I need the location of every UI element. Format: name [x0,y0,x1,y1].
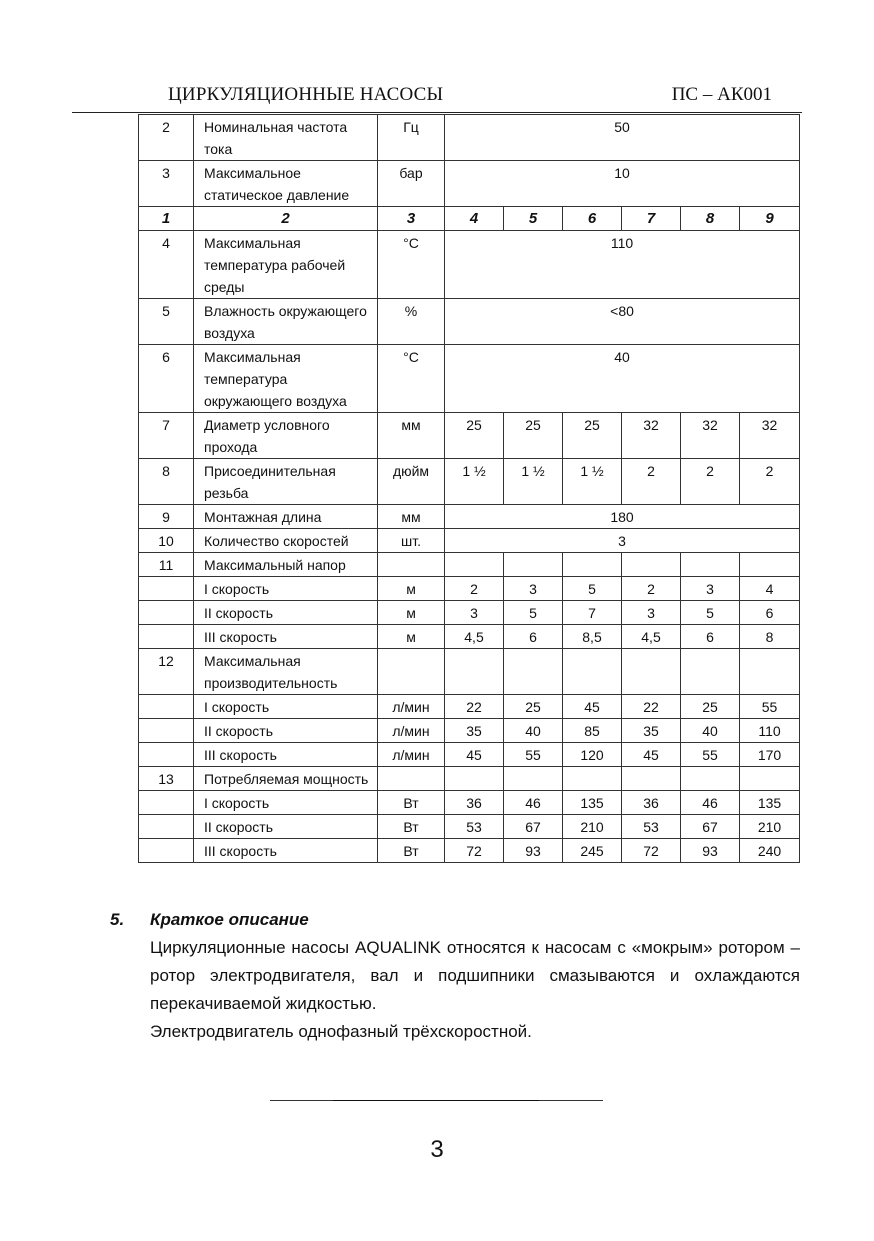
column-number-cell: 3 [378,207,445,231]
value-cell: 25 [563,413,622,459]
value-cell [504,767,563,791]
row-number-cell [139,695,194,719]
specifications-table [138,114,800,863]
row-number-cell: 3 [139,161,194,207]
value-cell: 3 [504,577,563,601]
merged-value-cell: 10 [445,161,800,207]
row-number-cell: 12 [139,649,194,695]
value-cell: 135 [563,791,622,815]
parameter-name-cell: II скорость [194,815,378,839]
value-cell: 1 ½ [504,459,563,505]
table-row [139,625,800,649]
table-row [139,553,800,577]
row-number-cell: 13 [139,767,194,791]
row-number-cell: 8 [139,459,194,505]
row-number-cell [139,815,194,839]
row-number-cell: 5 [139,299,194,345]
section-paragraph: Электродвигатель однофазный трёхскоростной. [150,1022,532,1041]
value-cell [445,767,504,791]
value-cell: 4 [740,577,800,601]
value-cell [740,767,800,791]
value-cell: 36 [622,791,681,815]
table-row [139,231,800,299]
merged-value-cell: 50 [445,115,800,161]
parameter-name-cell: Потребляемая мощность [194,767,378,791]
value-cell: 6 [681,625,740,649]
value-cell [563,553,622,577]
value-cell [445,649,504,695]
value-cell: 3 [622,601,681,625]
value-cell: 245 [563,839,622,863]
merged-value-cell: 40 [445,345,800,413]
merged-value-cell: 110 [445,231,800,299]
value-cell: 6 [504,625,563,649]
value-cell: 210 [740,815,800,839]
parameter-name-cell: Монтажная длина [194,505,378,529]
value-cell: 2 [445,577,504,601]
value-cell [681,767,740,791]
value-cell [563,767,622,791]
row-number-cell [139,625,194,649]
table-row [139,577,800,601]
value-cell: 2 [622,577,681,601]
table-row [139,299,800,345]
column-number-cell: 8 [681,207,740,231]
section-heading [110,906,800,934]
table-row [139,345,800,413]
value-cell: 93 [681,839,740,863]
merged-value-cell: <80 [445,299,800,345]
table-row [139,413,800,459]
row-number-cell: 11 [139,553,194,577]
value-cell [681,649,740,695]
row-number-cell [139,743,194,767]
value-cell: 210 [563,815,622,839]
value-cell [504,649,563,695]
section-number: 5. [110,910,125,929]
value-cell: 25 [681,695,740,719]
value-cell: 72 [622,839,681,863]
parameter-name-cell: Максимальная температура окружающего воздуха [194,345,378,413]
unit-cell: Гц [378,115,445,161]
row-number-cell [139,601,194,625]
value-cell: 1 ½ [563,459,622,505]
table-row [139,529,800,553]
row-number-cell [139,791,194,815]
column-number-cell: 4 [445,207,504,231]
value-cell: 4,5 [445,625,504,649]
value-cell: 22 [622,695,681,719]
value-cell [740,553,800,577]
unit-cell: мм [378,505,445,529]
unit-cell: л/мин [378,719,445,743]
value-cell: 32 [740,413,800,459]
unit-cell [378,767,445,791]
table-row [139,791,800,815]
parameter-name-cell: Максимальный напор [194,553,378,577]
page-header [168,84,772,110]
value-cell: 6 [740,601,800,625]
value-cell [445,553,504,577]
value-cell: 240 [740,839,800,863]
unit-cell: м [378,625,445,649]
unit-cell [378,553,445,577]
page-number: 3 [430,1136,444,1163]
value-cell: 25 [504,695,563,719]
column-number-cell: 2 [194,207,378,231]
unit-cell: % [378,299,445,345]
value-cell: 7 [563,601,622,625]
value-cell: 25 [445,413,504,459]
parameter-name-cell: Максимальная температура рабочей среды [194,231,378,299]
value-cell: 46 [504,791,563,815]
value-cell: 72 [445,839,504,863]
value-cell: 36 [445,791,504,815]
value-cell: 8 [740,625,800,649]
value-cell: 55 [681,743,740,767]
row-number-cell: 7 [139,413,194,459]
unit-cell: бар [378,161,445,207]
value-cell: 4,5 [622,625,681,649]
parameter-name-cell: Диаметр условного прохода [194,413,378,459]
unit-cell: дюйм [378,459,445,505]
value-cell: 35 [445,719,504,743]
value-cell: 45 [445,743,504,767]
row-number-cell [139,839,194,863]
unit-cell: м [378,601,445,625]
section-title: Краткое описание [150,910,309,929]
unit-cell: °С [378,231,445,299]
row-number-cell: 2 [139,115,194,161]
table-row [139,839,800,863]
value-cell: 5 [681,601,740,625]
header-rule [72,112,802,113]
value-cell: 2 [740,459,800,505]
parameter-name-cell: Присоединительная резьба [194,459,378,505]
value-cell: 170 [740,743,800,767]
value-cell: 25 [504,413,563,459]
table-row [139,815,800,839]
value-cell [563,649,622,695]
parameter-name-cell: Максимальное статическое давление [194,161,378,207]
parameter-name-cell: I скорость [194,791,378,815]
section-paragraph: Циркуляционные насосы AQUALINK относятся к насосам с «мокрым» ротором – ротор электродвигателя, вал и подшипники смазываются и охлаждаются перекачиваемой жидкостью. [150,938,800,1013]
row-number-cell: 10 [139,529,194,553]
value-cell: 2 [622,459,681,505]
value-cell: 45 [622,743,681,767]
table-row [139,115,800,161]
parameter-name-cell: Влажность окружающего воздуха [194,299,378,345]
row-number-cell [139,719,194,743]
parameter-name-cell: III скорость [194,839,378,863]
unit-cell: м [378,577,445,601]
unit-cell: шт. [378,529,445,553]
value-cell: 120 [563,743,622,767]
header-title: ЦИРКУЛЯЦИОННЫЕ НАСОСЫ [168,84,444,105]
footer-rule-accent [333,1100,539,1101]
row-number-cell: 6 [139,345,194,413]
value-cell: 32 [681,413,740,459]
value-cell: 135 [740,791,800,815]
merged-value-cell: 3 [445,529,800,553]
table-row [139,743,800,767]
value-cell [622,553,681,577]
unit-cell: Вт [378,815,445,839]
table-row [139,695,800,719]
value-cell: 35 [622,719,681,743]
section-short-description [110,906,800,1046]
unit-cell: л/мин [378,695,445,719]
parameter-name-cell: III скорость [194,625,378,649]
table-row [139,767,800,791]
unit-cell [378,649,445,695]
parameter-name-cell: II скорость [194,719,378,743]
parameter-name-cell: Номинальная частота тока [194,115,378,161]
value-cell [681,553,740,577]
value-cell: 53 [622,815,681,839]
value-cell: 40 [681,719,740,743]
value-cell: 40 [504,719,563,743]
merged-value-cell: 180 [445,505,800,529]
table-row [139,601,800,625]
value-cell: 85 [563,719,622,743]
parameter-name-cell: I скорость [194,695,378,719]
parameter-name-cell: I скорость [194,577,378,601]
value-cell: 22 [445,695,504,719]
value-cell: 8,5 [563,625,622,649]
value-cell: 110 [740,719,800,743]
value-cell: 5 [504,601,563,625]
value-cell [622,649,681,695]
unit-cell: Вт [378,791,445,815]
table-row [139,459,800,505]
value-cell: 45 [563,695,622,719]
parameter-name-cell: III скорость [194,743,378,767]
table-row [139,161,800,207]
table-row [139,207,800,231]
table-row [139,505,800,529]
table-row [139,719,800,743]
unit-cell: °С [378,345,445,413]
value-cell [504,553,563,577]
row-number-cell: 9 [139,505,194,529]
value-cell: 67 [504,815,563,839]
value-cell: 67 [681,815,740,839]
unit-cell: мм [378,413,445,459]
parameter-name-cell: II скорость [194,601,378,625]
value-cell [622,767,681,791]
column-number-cell: 9 [740,207,800,231]
parameter-name-cell: Максимальная производительность [194,649,378,695]
value-cell [740,649,800,695]
value-cell: 32 [622,413,681,459]
column-number-cell: 5 [504,207,563,231]
value-cell: 46 [681,791,740,815]
value-cell: 93 [504,839,563,863]
value-cell: 55 [740,695,800,719]
unit-cell: Вт [378,839,445,863]
header-doc-code: ПС – АК001 [671,84,772,105]
value-cell: 2 [681,459,740,505]
column-number-cell: 1 [139,207,194,231]
unit-cell: л/мин [378,743,445,767]
column-number-cell: 6 [563,207,622,231]
value-cell: 3 [445,601,504,625]
value-cell: 55 [504,743,563,767]
row-number-cell [139,577,194,601]
value-cell: 3 [681,577,740,601]
value-cell: 53 [445,815,504,839]
table-row [139,649,800,695]
column-number-cell: 7 [622,207,681,231]
value-cell: 1 ½ [445,459,504,505]
row-number-cell: 4 [139,231,194,299]
parameter-name-cell: Количество скоростей [194,529,378,553]
value-cell: 5 [563,577,622,601]
